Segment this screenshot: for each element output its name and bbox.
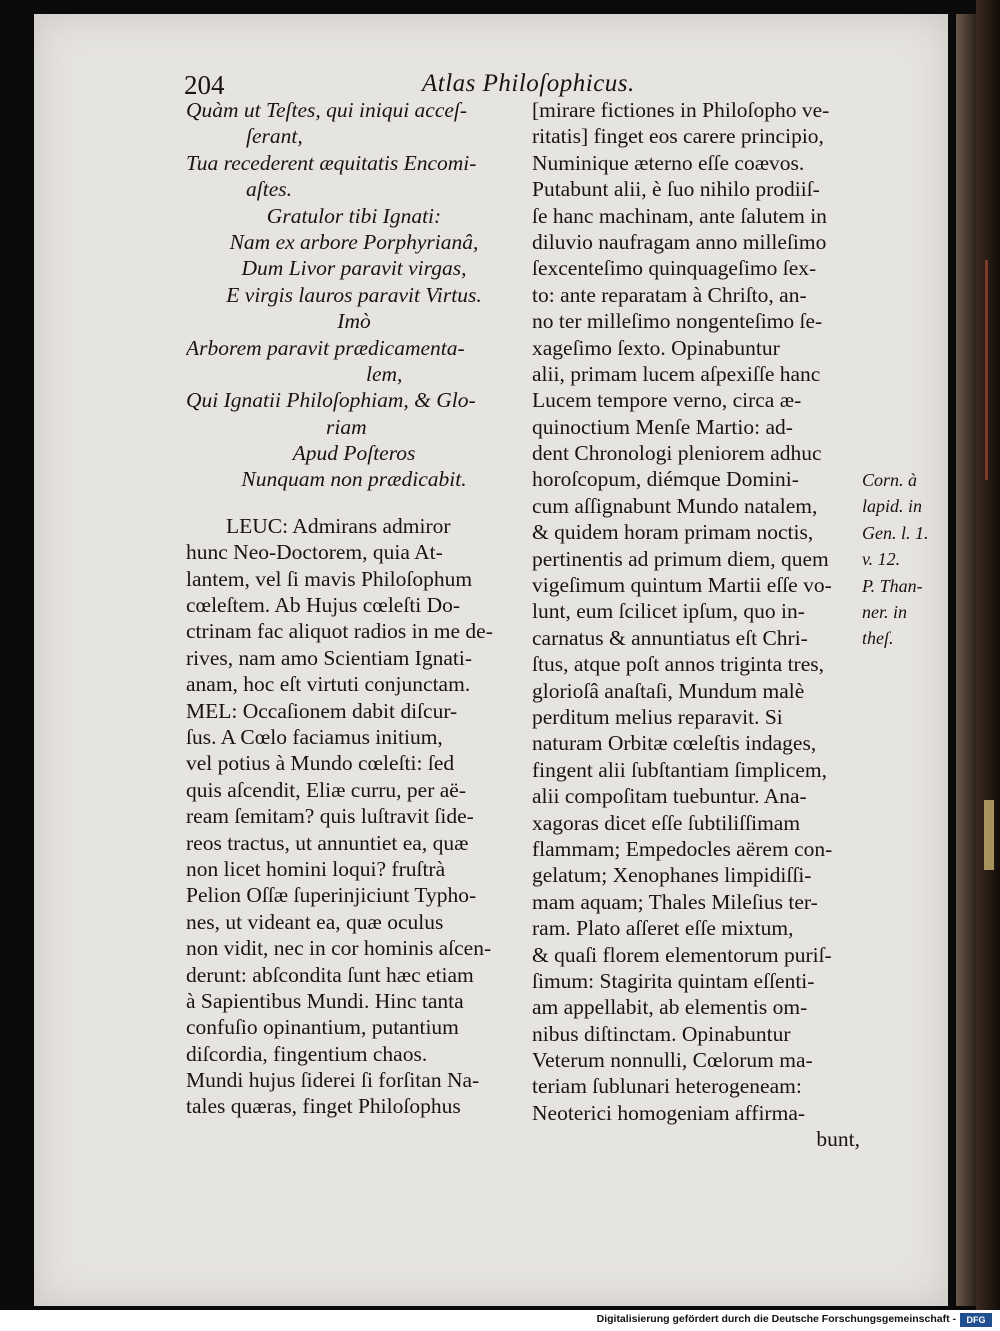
text-line: Mundi hujus ſiderei ſi forſitan Na- <box>186 1068 480 1093</box>
text-line: diluvio naufragam anno milleſimo <box>532 229 827 254</box>
text-line: lem, <box>366 361 403 386</box>
margin-notes <box>862 467 950 652</box>
text-line: ſerant, <box>246 124 303 149</box>
text-line: bunt, <box>816 1127 860 1152</box>
text-line: confuſio opinantium, putantium <box>186 1015 459 1040</box>
text-line: ſe hanc machinam, ante ſalutem in <box>532 203 827 228</box>
text-line: carnatus & annuntiatus eſt Chri- <box>532 625 808 650</box>
text-line: Pelion Oſſæ ſuperinjiciunt Typho- <box>186 883 477 908</box>
text-line: Tua recederent æquitatis Encomi- <box>186 150 477 175</box>
text-line: nibus diſtinctam. Opinabuntur <box>532 1021 791 1046</box>
footer-credit: Digitalisierung gefördert durch die Deutsche Forschungsgemeinschaft - <box>596 1313 956 1325</box>
text-line: Lucem tempore verno, circa æ- <box>532 388 802 413</box>
text-line: xageſimo ſexto. Opinabuntur <box>532 335 780 360</box>
text-line: no ter milleſimo nongenteſimo ſe- <box>532 309 823 334</box>
text-line: non vidit, nec in cor hominis aſcen- <box>186 936 492 961</box>
paragraph-gap <box>186 493 522 513</box>
text-line: horoſcopum, diémque Domini- <box>532 467 799 492</box>
text-line: xagoras dicet eſſe ſubtiliſſimam <box>532 810 801 835</box>
text-line: pertinentis ad primum diem, quem <box>532 546 829 571</box>
text-line: glorioſâ anaſtaſi, Mundum malè <box>532 678 805 703</box>
right-text-column <box>532 97 860 1153</box>
text-line: Nunquam non prædicabit. <box>241 467 467 492</box>
book-spine <box>976 0 1000 1310</box>
text-line: vel potius à Mundo cœleſti: ſed <box>186 751 455 776</box>
margin-note-line: P. Than- <box>862 575 923 596</box>
text-line: flammam; Empedocles aërem con- <box>532 836 833 861</box>
text-line: reos tractus, ut annuntiet ea, quæ <box>186 830 469 855</box>
margin-note-line: ner. in <box>862 601 907 622</box>
text-line: ram. Plato aſſeret eſſe mixtum, <box>532 916 794 941</box>
text-line: am appellabit, ab elementis om- <box>532 995 808 1020</box>
margin-note-line: Corn. à <box>862 470 918 490</box>
text-line: & quidem horam primam noctis, <box>532 520 814 545</box>
text-line: riam <box>326 414 367 439</box>
text-line: [mirare fictiones in Philoſopho ve- <box>532 98 830 122</box>
text-line: Qui Ignatii Philoſophiam, & Glo- <box>186 388 476 413</box>
text-line: hunc Neo-Doctorem, quia At- <box>186 540 443 565</box>
dfg-logo: DFG <box>960 1313 992 1327</box>
text-line: Veterum nonnulli, Cœlorum ma- <box>532 1048 813 1073</box>
text-line: lunt, eum ſcilicet ipſum, quo in- <box>532 599 805 624</box>
digitization-footer <box>0 1310 1000 1331</box>
page-edge <box>956 14 976 1306</box>
text-line: Gratulor tibi Ignati: <box>266 203 442 228</box>
text-line: à Sapientibus Mundi. Hinc tanta <box>186 988 464 1013</box>
text-line: ſimum: Stagirita quintam eſſenti- <box>532 968 815 993</box>
spine-mark <box>984 800 994 870</box>
margin-note-line: v. 12. <box>862 549 901 570</box>
text-line: aſtes. <box>246 177 292 202</box>
text-line: Quàm ut Teſtes, qui iniqui acceſ- <box>186 98 468 122</box>
text-line: Nam ex arbore Porphyrianâ, <box>229 229 479 254</box>
text-line: anam, hoc eſt virtuti conjunctam. <box>186 672 471 697</box>
text-line: ſus. A Cœlo faciamus initium, <box>186 724 443 749</box>
text-line: ritatis] finget eos carere principio, <box>532 124 824 149</box>
text-line: rives, nam amo Scientiam Ignati- <box>186 645 472 670</box>
text-line: fingent alii ſubſtantiam ſimplicem, <box>532 757 827 782</box>
text-line: vigeſimum quintum Martii eſſe vo- <box>532 573 832 598</box>
text-line: naturam Orbitæ cœleſtis indages, <box>532 731 817 756</box>
left-text-column <box>186 97 522 1120</box>
text-line: ſexcenteſimo quinquageſimo ſex- <box>532 256 817 281</box>
text-line: gelatum; Xenophanes limpidiſſi- <box>532 863 812 888</box>
text-line: Dum Livor paravit virgas, <box>241 256 467 281</box>
text-line: dent Chronologi pleniorem adhuc <box>532 441 822 466</box>
text-line: non licet homini loqui? fruſtrà <box>186 856 446 881</box>
text-line: alii compoſitam tuebuntur. Ana- <box>532 784 807 809</box>
text-line: E virgis lauros paravit Virtus. <box>226 282 482 307</box>
running-head: Atlas Philoſophicus. <box>422 70 635 97</box>
page-number: 204 <box>184 70 225 100</box>
margin-note-line: theſ. <box>862 628 894 649</box>
text-line: Arborem paravit prædicamenta- <box>186 335 465 360</box>
text-line: mam aquam; Thales Mileſius ter- <box>532 889 818 914</box>
text-line: derunt: abſcondita ſunt hæc etiam <box>186 962 474 987</box>
text-line: lantem, vel ſi mavis Philoſophum <box>186 566 473 591</box>
text-line: Apud Poſteros <box>292 441 416 466</box>
text-line: alii, primam lucem aſpexiſſe hanc <box>532 361 821 386</box>
text-line: cum aſſignabunt Mundo natalem, <box>532 493 818 518</box>
text-line: quinoctium Menſe Martio: ad- <box>532 414 793 439</box>
text-line: teriam ſublunari heterogeneam: <box>532 1074 802 1099</box>
text-line: ream ſemitam? quis luſtravit ſide- <box>186 804 474 829</box>
text-line: MEL: Occaſionem dabit diſcur- <box>186 698 458 723</box>
text-line: diſcordia, fingentium chaos. <box>186 1041 428 1066</box>
text-line: nes, ut videant ea, quæ oculus <box>186 909 444 934</box>
text-line: perditum melius reparavit. Si <box>532 704 783 729</box>
text-line: LEUC: Admirans admiror <box>226 513 451 538</box>
text-line: Neoterici homogeniam affirma- <box>532 1100 806 1125</box>
text-line: Imò <box>337 309 371 334</box>
spine-stripe <box>985 260 988 480</box>
text-line: ſtus, atque poſt annos triginta tres, <box>532 652 824 677</box>
margin-note-line: lapid. in <box>862 496 923 517</box>
text-line: Putabunt alii, è ſuo nihilo prodiiſ- <box>532 177 820 202</box>
text-line: tales quæras, finget Philoſophus <box>186 1094 461 1119</box>
text-line: ctrinam fac aliquot radios in me de- <box>186 619 493 644</box>
text-line: quis aſcendit, Eliæ curru, per aë- <box>186 777 466 802</box>
text-line: & quaſi florem elementorum puriſ- <box>532 942 832 967</box>
text-line: cœleſtem. Ab Hujus cœleſti Do- <box>186 593 461 618</box>
text-line: Numinique æterno eſſe coævos. <box>532 150 805 175</box>
margin-note-line: Gen. l. 1. <box>862 522 929 543</box>
text-line: to: ante reparatam à Chriſto, an- <box>532 282 807 307</box>
